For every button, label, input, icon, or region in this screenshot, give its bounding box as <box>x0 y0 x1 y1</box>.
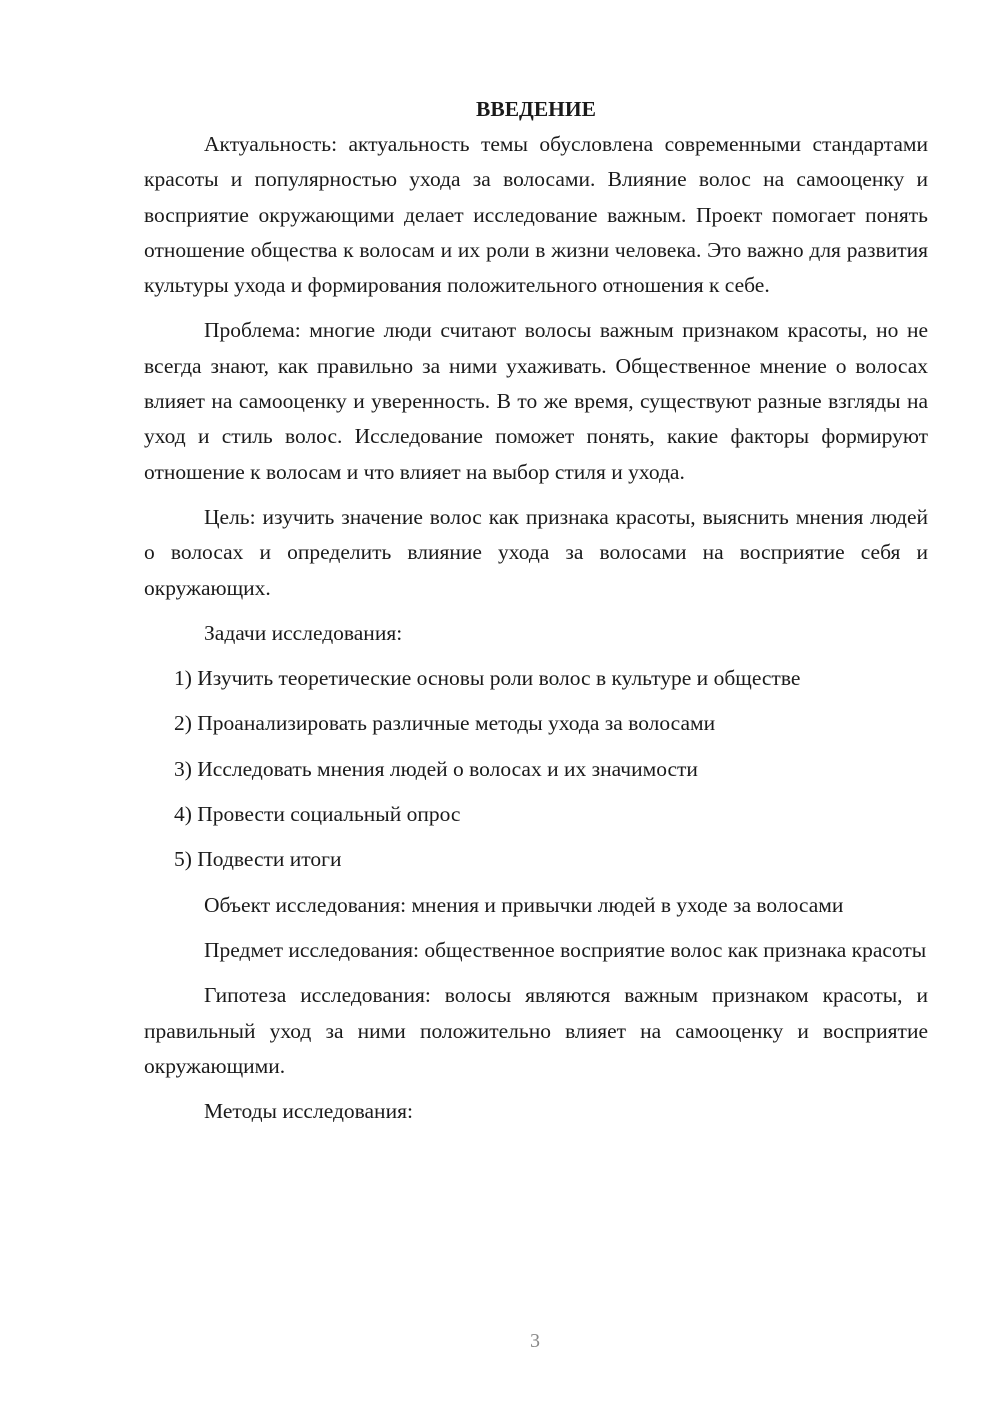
paragraph-object: Объект исследования: мнения и привычки людей в уходе за волосами <box>204 892 844 917</box>
page-title: ВВЕДЕНИЕ <box>476 97 596 121</box>
paragraph-goal: Цель: изучить значение волос как признака красоты, выяснить мнения людей о волосах и определить влияние ухода за волосами на восприятие себя и окружающих. <box>144 504 928 600</box>
tasks-list <box>144 661 928 877</box>
list-item: 1) Изучить теоретические основы роли волос в культуре и обществе <box>174 666 801 691</box>
methods-label: Методы исследования: <box>204 1099 413 1124</box>
paragraph-subject: Предмет исследования: общественное восприятие волос как признака красоты <box>204 937 927 962</box>
page-content <box>144 92 928 1139</box>
list-item: 4) Провести социальный опрос <box>174 802 461 827</box>
paragraph-problem: Проблема: многие люди считают волосы важным признаком красоты, но не всегда знают, как правильно за ними ухаживать. Общественное мнение о волосах влияет на самооценку и уверенность. В то же время, существуют разные взгляды на уход и стиль волос. Исследование поможет понять, какие факторы формируют отношение к волосам и что влияет на выбор стиля и ухода. <box>144 318 928 484</box>
page-number: 3 <box>530 1330 540 1352</box>
paragraph-relevance: Актуальность: актуальность темы обусловлена современными стандартами красоты и популярностью ухода за волосами. Влияние волос на самооценку и восприятие окружающими делает исследование важным. Проект помогает понять отношение общества к волосам и их роли в жизни человека. Это важно для развития культуры ухода и формирования положительного отношения к себе. <box>144 132 928 298</box>
list-item: 2) Проанализировать различные методы ухода за волосами <box>174 711 716 736</box>
list-item: 3) Исследовать мнения людей о волосах и их значимости <box>174 756 698 781</box>
paragraph-hypothesis: Гипотеза исследования: волосы являются важным признаком красоты, и правильный уход за ними положительно влияет на самооценку и восприятие окружающими. <box>144 983 928 1078</box>
tasks-label: Задачи исследования: <box>204 620 403 645</box>
list-item: 5) Подвести итоги <box>174 847 342 872</box>
